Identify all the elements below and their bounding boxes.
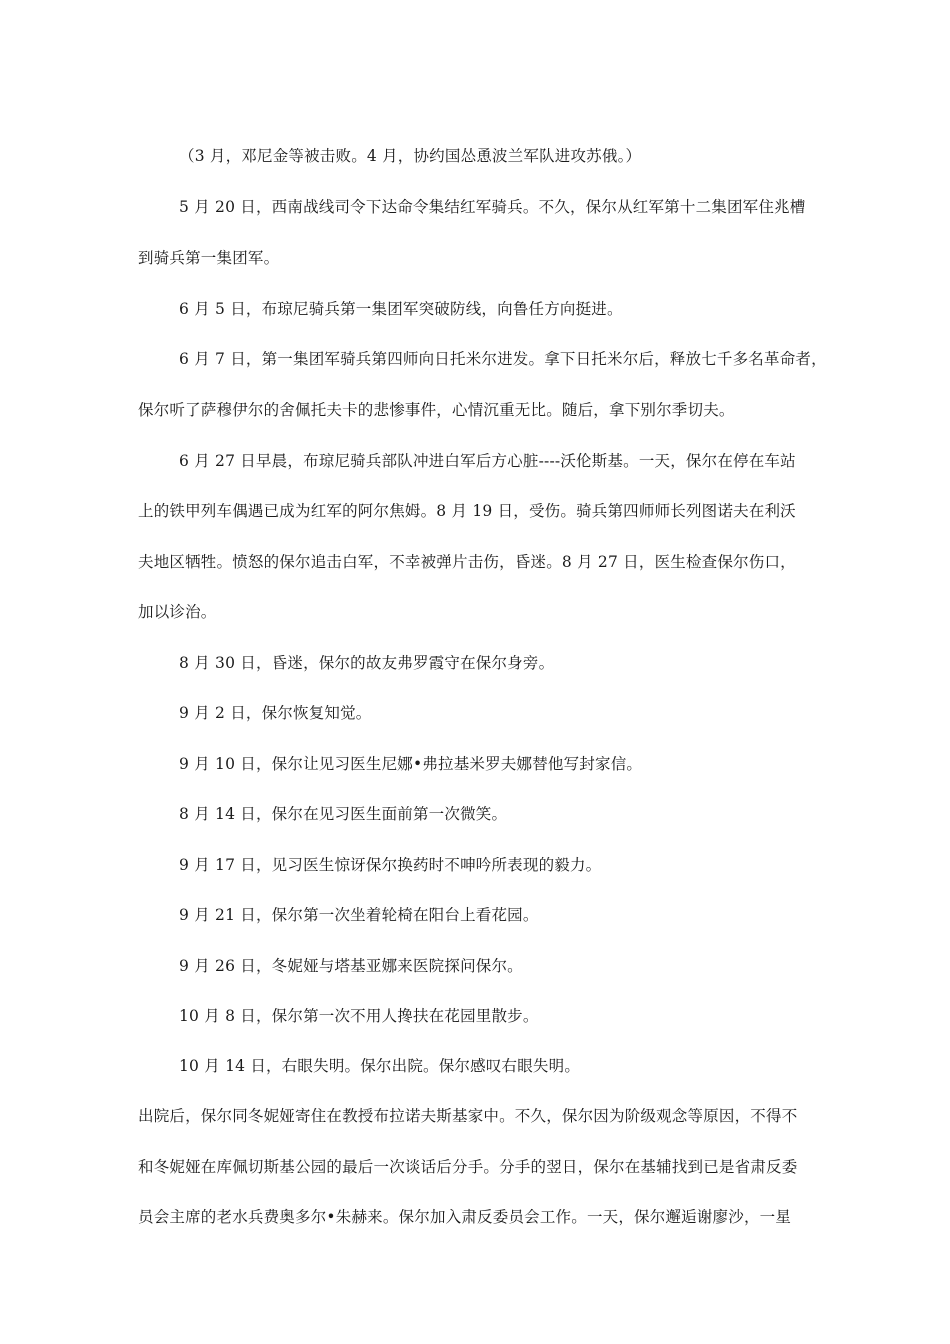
text-line-4: 6 月 5 日，布琼尼骑兵第一集团军突破防线，向鲁任方向挺进。 <box>179 300 623 318</box>
text-line-21: 和冬妮娅在库佩切斯基公园的最后一次谈话后分手。分手的翌日，保尔在基辅找到已是省肃反委 <box>138 1158 798 1176</box>
text-line-18: 10 月 8 日，保尔第一次不用人搀扶在花园里散步。 <box>179 1007 539 1025</box>
text-line-22: 员会主席的老水兵费奥多尔•朱赫来。保尔加入肃反委员会工作。一天，保尔邂逅谢廖沙，一星 <box>138 1208 792 1226</box>
text-line-3: 到骑兵第一集团军。 <box>138 249 280 267</box>
text-line-16: 9 月 21 日，保尔第一次坐着轮椅在阳台上看花园。 <box>179 906 539 924</box>
text-line-15: 9 月 17 日，见习医生惊讶保尔换药时不呻吟所表现的毅力。 <box>179 856 602 874</box>
text-line-13: 9 月 10 日，保尔让见习医生尼娜•弗拉基米罗夫娜替他写封家信。 <box>179 755 643 773</box>
text-line-14: 8 月 14 日，保尔在见习医生面前第一次微笑。 <box>179 805 508 823</box>
text-line-12: 9 月 2 日，保尔恢复知觉。 <box>179 704 372 722</box>
text-line-17: 9 月 26 日，冬妮娅与塔基亚娜来医院探问保尔。 <box>179 957 523 975</box>
text-line-5: 6 月 7 日，第一集团军骑兵第四师向日托米尔进发。拿下日托米尔后，释放七千多名革命者， <box>179 350 827 368</box>
text-line-10: 加以诊治。 <box>138 603 217 621</box>
text-line-8: 上的铁甲列车偶遇已成为红军的阿尔焦姆。8 月 19 日，受伤。骑兵第四师师长列图诺夫在利沃 <box>138 502 796 520</box>
text-line-11: 8 月 30 日，昏迷，保尔的故友弗罗霞守在保尔身旁。 <box>179 654 555 672</box>
text-line-19: 10 月 14 日，右眼失明。保尔出院。保尔感叹右眼失明。 <box>179 1057 581 1075</box>
text-line-6: 保尔听了萨穆伊尔的舍佩托夫卡的悲惨事件，心情沉重无比。随后，拿下别尔季切夫。 <box>138 401 735 419</box>
text-line-9: 夫地区牺牲。愤怒的保尔追击白军，不幸被弹片击伤，昏迷。8 月 27 日，医生检查保尔伤口， <box>138 553 796 571</box>
text-line-2: 5 月 20 日，西南战线司令下达命令集结红军骑兵。不久，保尔从红军第十二集团军住兆槽 <box>179 198 806 216</box>
text-line-1: （3 月，邓尼金等被击败。4 月，协约国怂恿波兰军队进攻苏俄。） <box>179 147 642 165</box>
text-line-20: 出院后，保尔同冬妮娅寄住在教授布拉诺夫斯基家中。不久，保尔因为阶级观念等原因，不得不 <box>138 1107 798 1125</box>
text-line-7: 6 月 27 日早晨，布琼尼骑兵部队冲进白军后方心脏----沃伦斯基。一天，保尔在停在车站 <box>179 452 796 470</box>
